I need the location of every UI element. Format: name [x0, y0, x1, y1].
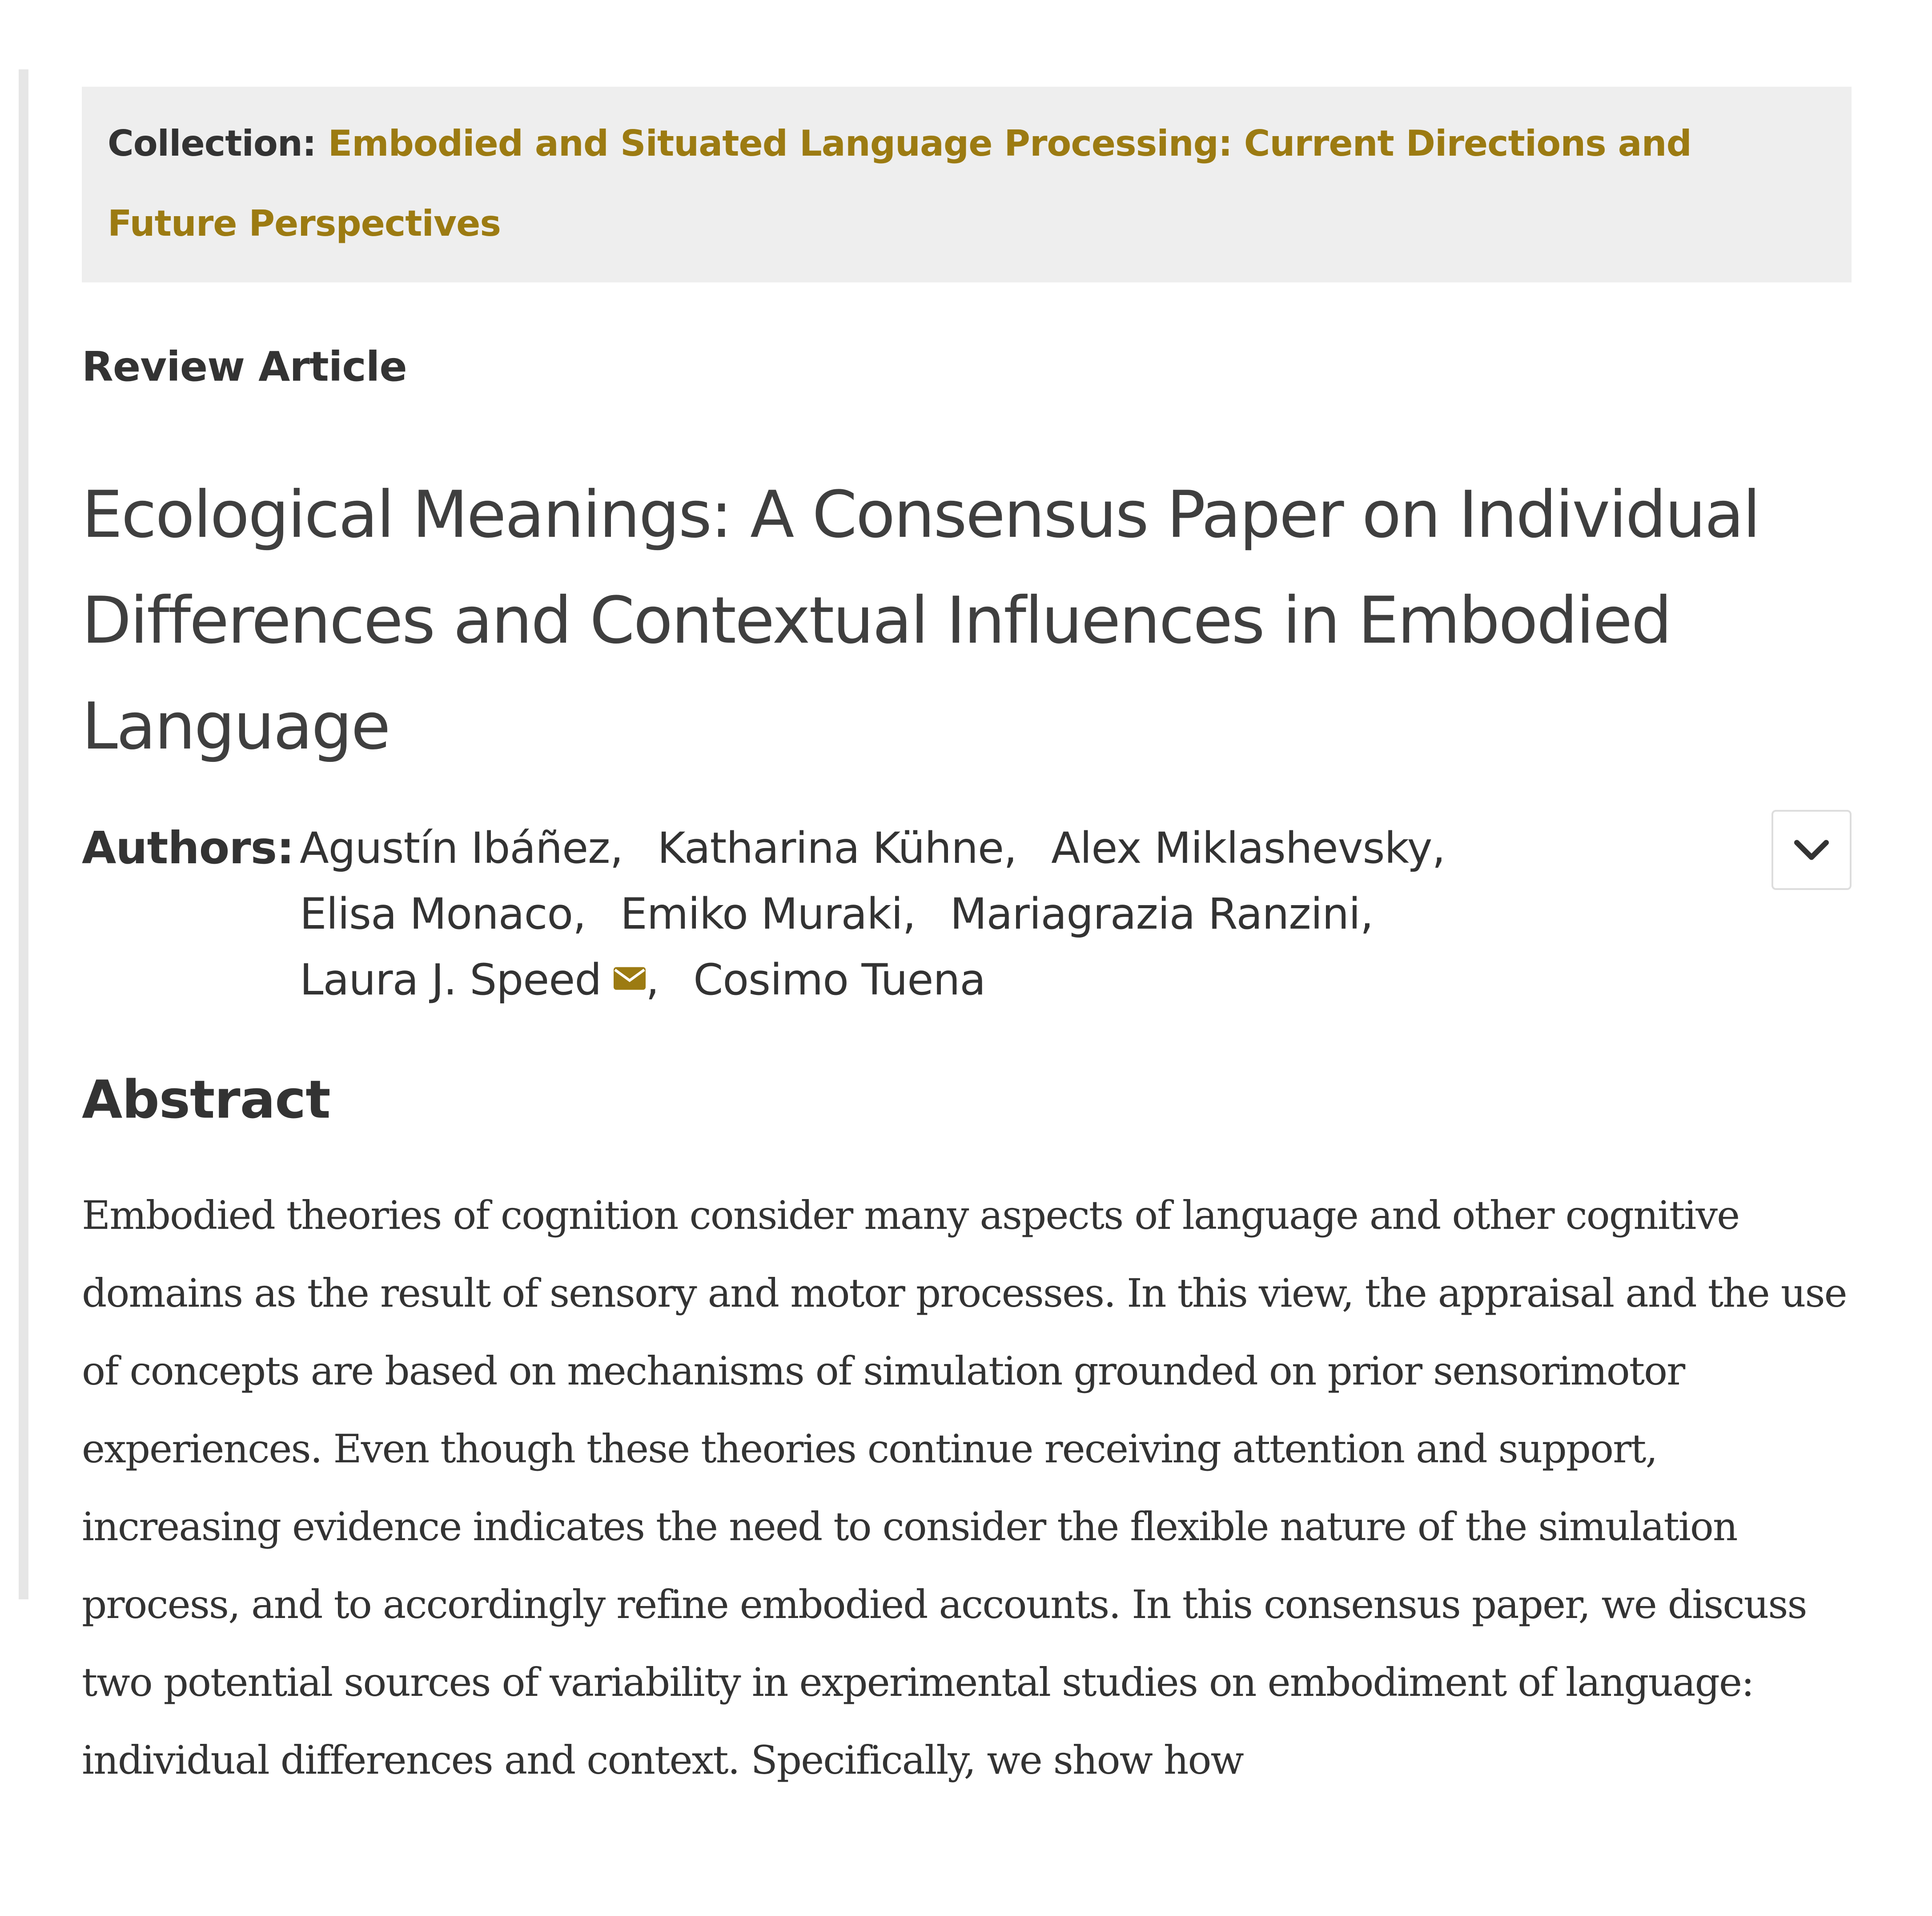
author-name[interactable]: Mariagrazia Ranzini,	[950, 889, 1374, 939]
author-name[interactable]: Cosimo Tuena	[693, 955, 986, 1005]
collection-label: Collection:	[108, 123, 316, 164]
chevron-down-icon	[1793, 838, 1830, 861]
abstract-text: Embodied theories of cognition consider many aspects of language and other cognitive domains as the result of sensory and motor processes. In this view, the appraisal and the use of concepts are based on mechanisms of simulation grounded on prior sensorimotor experiences. Even though these theories continue receiving attention and support, increasing evidence indicates the need to consider the flexible nature of the simulation process, and to accordingly refine embodied accounts. In this consensus paper, we discuss two potential sources of variability in experimental studies on embodiment of language: individual differences and context. Specifically, we show how	[82, 1192, 1847, 1783]
author-name[interactable]: Agustín Ibáñez,	[300, 823, 623, 873]
author-name[interactable]: Laura J. Speed ,	[300, 955, 659, 1005]
authors-section	[82, 815, 1852, 1013]
authors-label: Authors:	[82, 822, 294, 874]
author-name[interactable]: Katharina Kühne,	[657, 823, 1017, 873]
expand-authors-button[interactable]	[1771, 810, 1852, 890]
abstract-heading: Abstract	[82, 1069, 330, 1130]
collection-banner	[82, 87, 1852, 282]
left-border-rule	[19, 69, 28, 1599]
authors-list	[300, 815, 1785, 1013]
collection-link[interactable]: Embodied and Situated Language Processing: Current Directions and Future Perspectives	[108, 123, 1691, 244]
author-name[interactable]: Emiko Muraki,	[620, 889, 916, 939]
mail-icon[interactable]	[614, 967, 646, 990]
author-name[interactable]: Elisa Monaco,	[300, 889, 586, 939]
author-name[interactable]: Alex Miklashevsky,	[1051, 823, 1445, 873]
article-header	[82, 87, 1852, 1783]
article-title: Ecological Meanings: A Consensus Paper on Individual Differences and Contextual Influences in Embodied Language	[82, 477, 1759, 764]
article-type: Review Article	[82, 343, 407, 390]
